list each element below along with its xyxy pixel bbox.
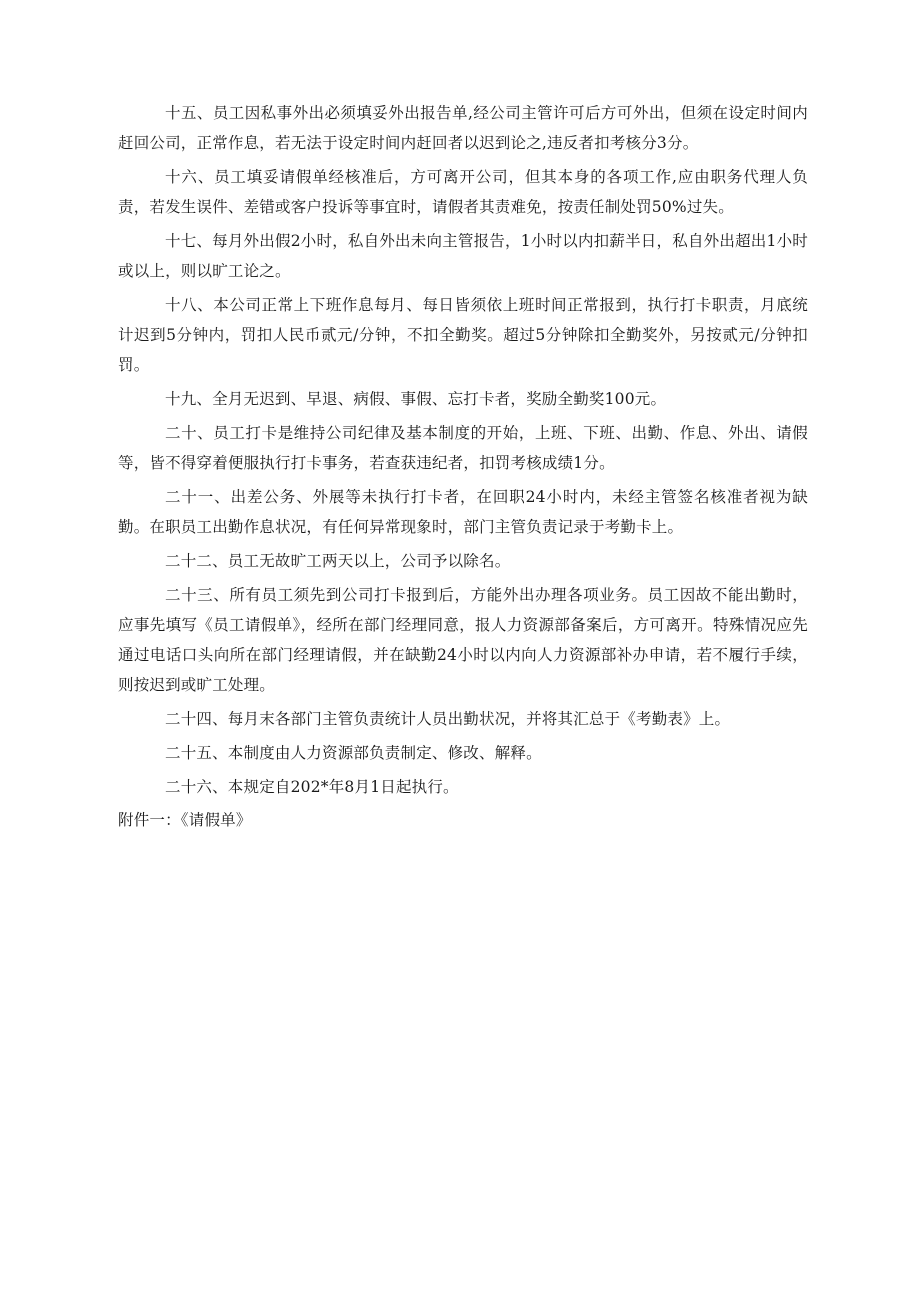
clause-25: 二十五、本制度由人力资源部负责制定、修改、解释。 [165,744,542,762]
attachment-note: 附件一：《请假单》 [118,811,252,829]
clause-23: 二十三、所有员工须先到公司打卡报到后，方能外出办理各项业务。员工因故不能出勤时，应事先填写《员工请假单》，经所在部门经理同意，报人力资源部备案后，方可离开。特殊情况应先通过电话口头向所在部门经理请假，并在缺勤24小时以内向人力资源部补办申请，若不履行手续，则按迟到或旷工处理。 [118,586,808,694]
clause-16: 十六、员工填妥请假单经核准后，方可离开公司，但其本身的各项工作,应由职务代理人负责，若发生误件、差错或客户投诉等事宜时，请假者其责难免，按责任制处罚50%过失。 [118,168,808,216]
clause-21: 二十一、出差公务、外展等未执行打卡者，在回职24小时内，未经主管签名核准者视为缺勤。在职员工出勤作息状况，有任何异常现象时，部门主管负责记录于考勤卡上。 [118,488,808,536]
clause-22: 二十二、员工无故旷工两天以上，公司予以除名。 [165,552,511,570]
clause-19: 十九、全月无迟到、早退、病假、事假、忘打卡者，奖励全勤奖100元。 [165,390,667,408]
clause-26: 二十六、本规定自202*年8月1日起执行。 [165,778,459,796]
clause-15: 十五、员工因私事外出必须填妥外出报告单,经公司主管许可后方可外出，但须在设定时间内赶回公司，正常作息，若无法于设定时间内赶回者以迟到论之,违反者扣考核分3分。 [118,104,808,152]
clause-17: 十七、每月外出假2小时，私自外出未向主管报告，1小时以内扣薪半日，私自外出超出1小时或以上，则以旷工论之。 [118,232,808,280]
clause-18: 十八、本公司正常上下班作息每月、每日皆须依上班时间正常报到，执行打卡职责，月底统计迟到5分钟内，罚扣人民币贰元/分钟，不扣全勤奖。超过5分钟除扣全勤奖外，另按贰元/分钟扣罚。 [118,296,808,374]
document-page [118,98,808,834]
clause-20: 二十、员工打卡是维持公司纪律及基本制度的开始，上班、下班、出勤、作息、外出、请假等，皆不得穿着便服执行打卡事务，若查获违纪者，扣罚考核成绩1分。 [118,424,808,472]
clause-24: 二十四、每月末各部门主管负责统计人员出勤状况，并将其汇总于《考勤表》上。 [165,710,731,728]
